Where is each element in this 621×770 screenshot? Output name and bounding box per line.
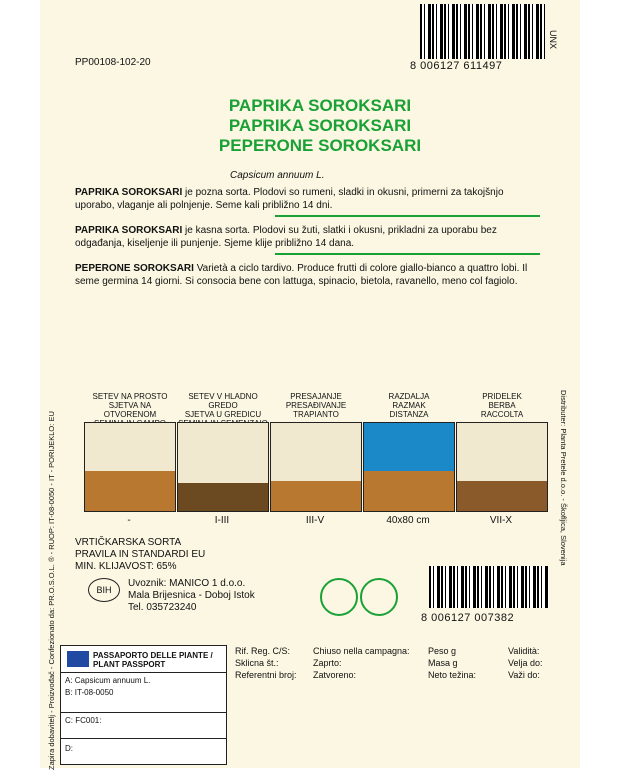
transplant-illustration (270, 422, 362, 512)
passport-b: B: IT-08-0050 (65, 688, 114, 697)
passport-title: PASSAPORTO DELLE PIANTE / PLANT PASSPORT (93, 651, 213, 669)
description-sl-text: je pozna sorta. Plodovi so rumeni, sladki in okusni, primerni za takojšnjo uporabo, vlaganje ali polnjenje. Seme kali približno 14 dni. (75, 187, 504, 211)
registry-col-closed (313, 645, 410, 681)
product-code: PP00108-102-20 (75, 57, 151, 68)
importer-line: Uvoznik: MANICO 1 d.o.o. (128, 578, 246, 589)
latin-name: Capsicum annuum L. (230, 170, 325, 181)
description-sl (75, 186, 545, 212)
registry-label: Zaprto: (313, 658, 342, 668)
info-line: VRTIČKARSKA SORTA (75, 537, 182, 548)
description-it-text: Varietà a ciclo tardivo. Produce frutti di colore giallo-bianco a quattro lobi. Il seme germina 14 giorni. Si consocia bene con lattuga, spinacio, bietola, ravanello, meno col fagiolo. (75, 263, 528, 287)
description-it (75, 262, 545, 288)
registry-col-weight (428, 645, 476, 681)
registry-label: Sklicna št.: (235, 658, 279, 668)
description-sl-name: PAPRIKA SOROKSARI (75, 187, 183, 198)
side-text-left: Zapira dobavitelj - Proizvođač - Confezionato da: PR.O.S.O.L. ® - RUOP: IT-08-0050 - IT - PORIJEKLO: EU (47, 411, 56, 770)
divider (275, 215, 540, 217)
registry-label: Referentni broj: (235, 670, 297, 680)
barcode-bars (429, 566, 549, 608)
registry-col-validity (508, 645, 543, 681)
registry-label: Rif. Reg. C/S: (235, 646, 291, 656)
cold-frame-illustration (177, 422, 269, 512)
spacing-illustration (363, 422, 455, 512)
barcode-digits: 8 006127 007382 (421, 612, 515, 624)
importer-line: Tel. 035723240 (128, 602, 197, 613)
title-hr: PAPRIKA SOROKSARI (228, 116, 412, 135)
bih-badge: BIH (88, 578, 120, 602)
barcode-digits: 8 006127 611497 (410, 60, 503, 72)
info-line: PRAVILA IN STANDARDI EU (75, 549, 206, 560)
step-label-spacing: RAZDALJA RAZMAK DISTANZA (388, 392, 430, 419)
organic-logo-icon (320, 578, 358, 616)
side-text-right: Distributer: Planta Pretele d.o.o. - Škofljica, Slovenija (559, 390, 568, 566)
description-it-name: PEPERONE SOROKSARI (75, 263, 194, 274)
registry-col-ref (235, 645, 297, 681)
registry-label: Validità: (508, 646, 540, 656)
info-line: MIN. KLIJAVOST: 65% (75, 561, 177, 572)
step-label-transplant: PRESAJANJE PRESAĐIVANJE TRAPIANTO (285, 392, 347, 419)
period-transplant: III-V (305, 515, 325, 526)
recycle-logo-icon (360, 578, 398, 616)
registry-label: Zatvoreno: (313, 670, 357, 680)
period-spacing: 40x80 cm (386, 515, 430, 526)
barcode-bottom (421, 566, 551, 624)
registry-label: Peso g (428, 646, 457, 656)
passport-a: A: Capsicum annuum L. (65, 676, 151, 685)
registry-label: Chiuso nella campagna: (313, 646, 410, 656)
passport-c: C: FC001: (65, 716, 102, 725)
registry-label: Važi do: (508, 670, 540, 680)
title-block (170, 96, 470, 156)
period-open-sowing: - (127, 515, 131, 526)
harvest-illustration (456, 422, 548, 512)
title-sl: PAPRIKA SOROKSARI (228, 96, 412, 115)
importer-block (128, 578, 255, 614)
period-cold-frame: I-III (214, 515, 230, 526)
registry-label: Velja do: (508, 658, 543, 668)
passport-d: D: (65, 744, 73, 753)
title-it: PEPERONE SOROKSARI (218, 136, 422, 155)
description-hr (75, 224, 545, 250)
unx-label: UNX (548, 30, 558, 50)
step-label-harvest: PRIDELEK BERBA RACCOLTA (480, 392, 524, 419)
step-label-cold-frame: SETEV V HLADNO GREDO SJETVA U GREDICU (184, 392, 262, 419)
registry-label: Neto težina: (428, 670, 477, 680)
open-sowing-illustration (84, 422, 176, 512)
barcode-bars (420, 4, 545, 59)
registry-label: Masa g (428, 658, 458, 668)
description-hr-name: PAPRIKA SOROKSARI (75, 225, 183, 236)
step-label-open-sowing: SETEV NA PROSTO SJETVA NA OTVORENOM (92, 392, 168, 419)
eu-flag-icon (67, 651, 89, 667)
barcode-top (410, 0, 550, 74)
description-hr-text: je kasna sorta. Plodovi su žuti, slatki i okusni, prikladni za uporabu bez odgađanja, kiseljenje ili punjenje. Sjeme klije približno 14 dana. (75, 225, 497, 249)
importer-line: Mala Brijesnica - Doboj Istok (128, 590, 255, 601)
plant-passport (60, 645, 227, 765)
period-harvest: VII-X (489, 515, 513, 526)
passport-header (67, 649, 227, 671)
divider (275, 253, 540, 255)
info-block (75, 537, 205, 573)
